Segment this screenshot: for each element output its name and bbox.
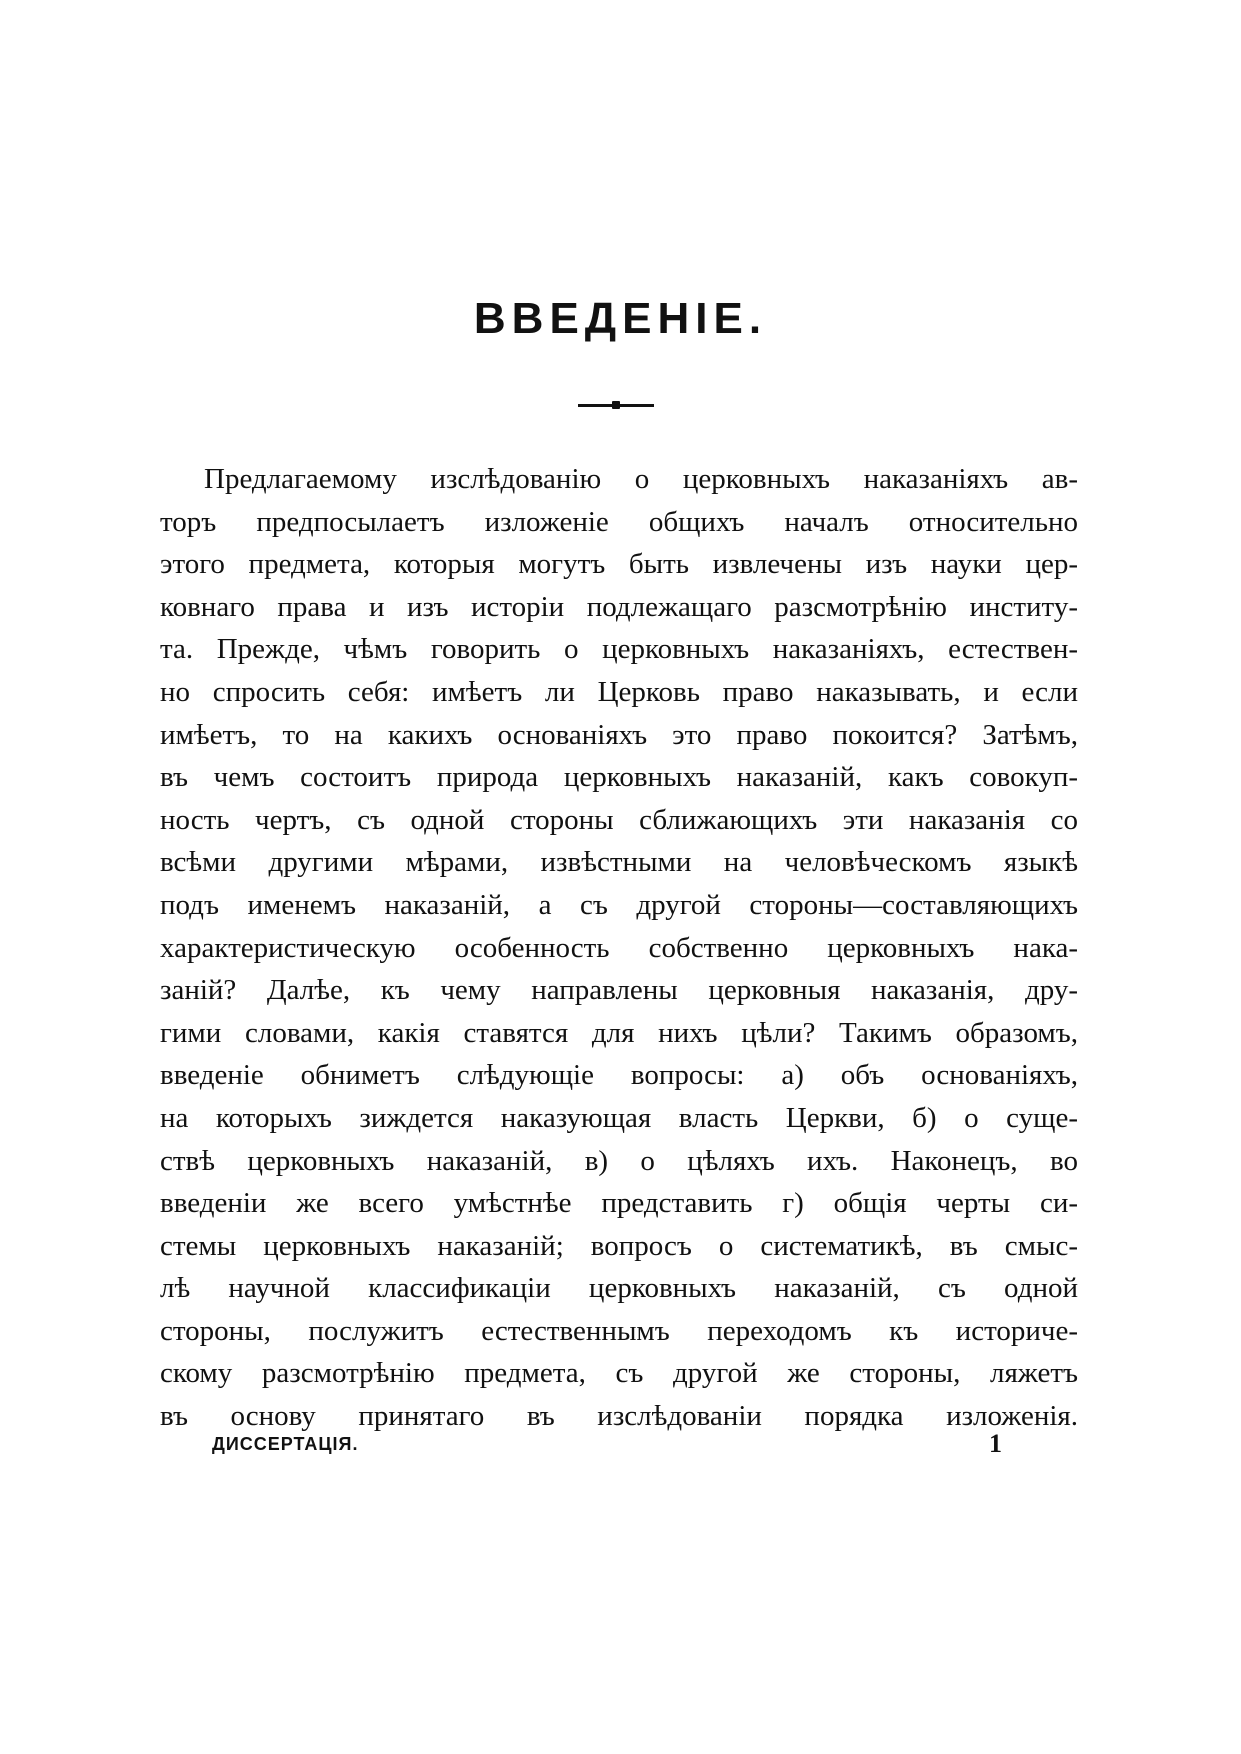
text-line: на которыхъ зиждется наказующая власть Церкви, б) о суще- — [160, 1101, 1078, 1134]
text-line: стемы церковныхъ наказаній; вопросъ о систематикѣ, въ смыс- — [160, 1229, 1078, 1262]
text-line: гими словами, какія ставятся для нихъ цѣли? Такимъ образомъ, — [160, 1016, 1078, 1049]
heading-divider-ornament — [612, 401, 620, 409]
text-line: ность чертъ, съ одной стороны сближающихъ эти наказанія со — [160, 803, 1078, 836]
text-line: этого предмета, которыя могутъ быть извлечены изъ науки цер- — [160, 548, 1078, 581]
text-line: заній? Далѣе, къ чему направлены церковныя наказанія, дру- — [160, 974, 1078, 1007]
text-line: введеніе обниметъ слѣдующіе вопросы: а) объ основаніяхъ, — [160, 1059, 1078, 1092]
text-line: всѣми другими мѣрами, извѣстными на человѣческомъ языкѣ — [160, 846, 1078, 879]
text-line: скому разсмотрѣнію предмета, съ другой же стороны, ляжетъ — [160, 1357, 1078, 1390]
text-line: но спросить себя: имѣетъ ли Церковь право наказывать, и если — [160, 675, 1078, 708]
text-line: торъ предпосылаетъ изложеніе общихъ началъ относительно — [160, 505, 1078, 538]
text-line: подъ именемъ наказаній, а съ другой стороны—составляющихъ — [160, 888, 1078, 921]
text-line: характеристическую особенность собственно церковныхъ нака- — [160, 931, 1078, 964]
chapter-heading: ВВЕДЕНІЕ. — [473, 294, 768, 343]
text-line: въ чемъ состоитъ природа церковныхъ наказаній, какъ совокуп- — [160, 761, 1078, 794]
body-text — [160, 458, 1078, 1438]
text-line: лѣ научной классификаціи церковныхъ наказаній, съ одной — [160, 1272, 1078, 1305]
text-line: въ основу принятаго въ изслѣдованіи порядка изложенія. — [160, 1400, 1078, 1433]
page-footer — [212, 1427, 1002, 1461]
page-number: 1 — [989, 1429, 1002, 1458]
text-line: имѣетъ, то на какихъ основаніяхъ это право покоится? Затѣмъ, — [160, 718, 1078, 751]
text-line: ковнаго права и изъ исторіи подлежащаго разсмотрѣнію институ- — [160, 590, 1078, 623]
text-line: введеніи же всего умѣстнѣе представить г) общія черты си- — [160, 1187, 1078, 1220]
text-line: ствѣ церковныхъ наказаній, в) о цѣляхъ ихъ. Наконецъ, во — [160, 1144, 1078, 1177]
signature-mark: ДИССЕРТАЦІЯ. — [212, 1434, 359, 1454]
text-line: Предлагаемому изслѣдованію о церковныхъ наказаніяхъ ав- — [204, 463, 1078, 495]
text-line: стороны, послужитъ естественнымъ переходомъ къ историче- — [160, 1314, 1078, 1347]
text-line: та. Прежде, чѣмъ говорить о церковныхъ наказаніяхъ, естествен- — [160, 633, 1078, 666]
